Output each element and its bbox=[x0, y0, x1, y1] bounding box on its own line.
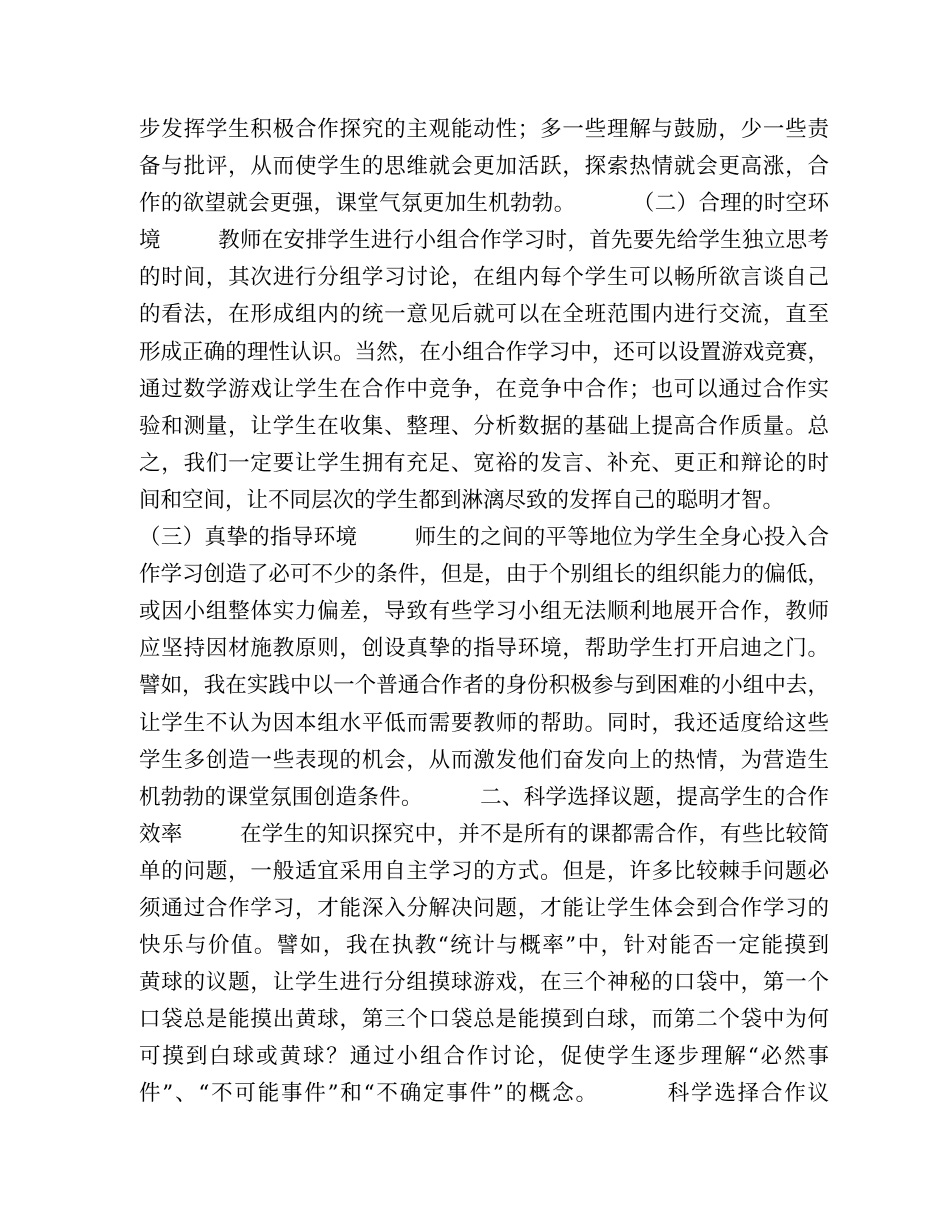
text-line: 黄球的议题，让学生进行分组摸球游戏，在三个神秘的口袋中，第一个 bbox=[139, 970, 829, 996]
body-text bbox=[139, 111, 829, 1113]
text-line: 譬如，我在实践中以一个普通合作者的身份积极参与到困难的小组中去， bbox=[139, 673, 829, 699]
text-line: 步发挥学生积极合作探究的主观能动性；多一些理解与鼓励，少一些责 bbox=[139, 117, 829, 142]
text-line: 快乐与价值。譬如，我在执教“统计与概率”中，针对能否一定能摸到 bbox=[139, 933, 829, 959]
text-line: 学生多创造一些表现的机会，从而激发他们奋发向上的热情，为营造生 bbox=[139, 747, 829, 773]
text-line: 作学习创造了必可不少的条件，但是，由于个别组长的组织能力的偏低， bbox=[139, 562, 829, 588]
text-line: 验和测量，让学生在收集、整理、分析数据的基础上提高合作质量。总 bbox=[139, 413, 829, 439]
text-line: 口袋总是能摸出黄球，第三个口袋总是能摸到白球，而第二个袋中为何 bbox=[139, 1007, 829, 1033]
text-line: 备与批评，从而使学生的思维就会更加活跃，探索热情就会更高涨，合 bbox=[139, 154, 829, 180]
text-line: （三）真挚的指导环境 师生的之间的平等地位为学生全身心投入合 bbox=[139, 525, 829, 551]
text-line: 之，我们一定要让学生拥有充足、宽裕的发言、补充、更正和辩论的时 bbox=[139, 450, 829, 476]
text-line: 境 教师在安排学生进行小组合作学习时，首先要先给学生独立思考 bbox=[139, 228, 829, 254]
text-line: 件”、“不可能事件”和“不确定事件”的概念。 科学选择合作议 bbox=[139, 1081, 829, 1107]
text-line: 间和空间，让不同层次的学生都到淋漓尽致的发挥自己的聪明才智。 bbox=[139, 487, 785, 513]
text-line: 通过数学游戏让学生在合作中竞争，在竞争中合作；也可以通过合作实 bbox=[139, 376, 829, 402]
text-line: 应坚持因材施教原则，创设真挚的指导环境，帮助学生打开启迪之门。 bbox=[139, 636, 829, 662]
text-line: 的时间，其次进行分组学习讨论，在组内每个学生可以畅所欲言谈自己 bbox=[139, 265, 829, 291]
text-line: 的看法，在形成组内的统一意见后就可以在全班范围内进行交流，直至 bbox=[139, 302, 829, 328]
text-line: 效率 在学生的知识探究中，并不是所有的课都需合作，有些比较简 bbox=[139, 821, 829, 847]
text-line: 让学生不认为因本组水平低而需要教师的帮助。同时，我还适度给这些 bbox=[139, 710, 829, 736]
text-line: 或因小组整体实力偏差，导致有些学习小组无法顺利地展开合作，教师 bbox=[139, 599, 829, 625]
text-line: 机勃勃的课堂氛围创造条件。 二、科学选择议题，提高学生的合作 bbox=[139, 784, 829, 810]
text-line: 单的问题，一般适宜采用自主学习的方式。但是，许多比较棘手问题必 bbox=[139, 858, 829, 884]
text-line: 形成正确的理性认识。当然，在小组合作学习中，还可以设置游戏竞赛， bbox=[139, 339, 829, 365]
text-line: 作的欲望就会更强，课堂气氛更加生机勃勃。 （二）合理的时空环 bbox=[139, 191, 829, 217]
text-line: 须通过合作学习，才能深入分解决问题，才能让学生体会到合作学习的 bbox=[139, 895, 829, 921]
text-line: 可摸到白球或黄球？通过小组合作讨论，促使学生逐步理解“必然事 bbox=[139, 1044, 829, 1070]
